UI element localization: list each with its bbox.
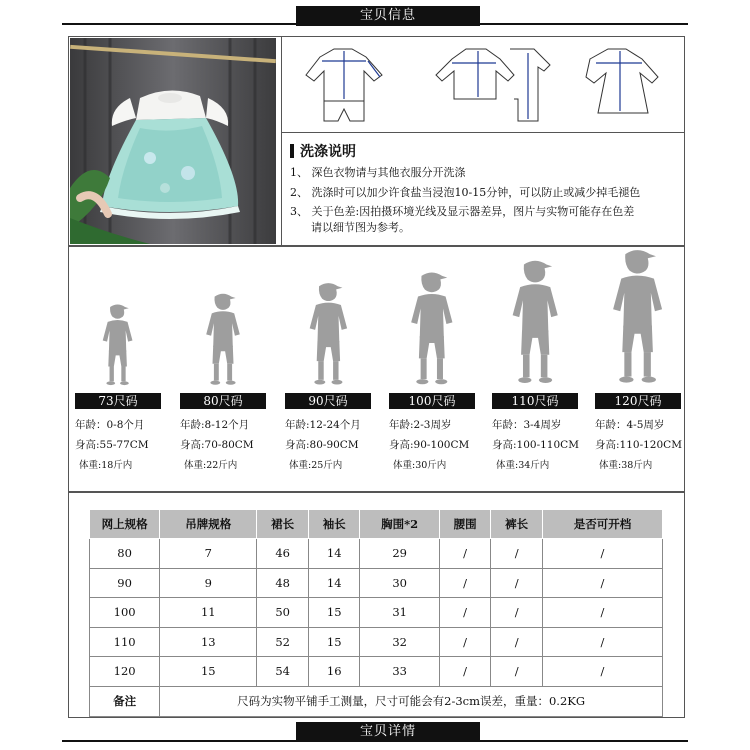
table-cell: 120 [90, 657, 160, 687]
size-label: 110尺码 [492, 393, 578, 409]
header-title: 宝贝信息 [296, 6, 480, 26]
table-cell: 11 [160, 598, 257, 628]
table-row [90, 539, 663, 569]
table-cell: 14 [308, 539, 360, 569]
wash-item: 1、 深色衣物请与其他衣服分开洗涤 [290, 166, 466, 179]
size-height: 身高:70-80CM [180, 439, 254, 451]
spec-table [89, 509, 663, 717]
size-weight: 体重:18斤内 [79, 460, 133, 471]
wash-item: 请以细节图为参考。 [311, 221, 410, 234]
section-header-info [62, 6, 688, 26]
table-cell: / [542, 598, 662, 628]
table-row [90, 627, 663, 657]
table-cell: / [439, 627, 491, 657]
table-header-cell: 是否可开档 [542, 510, 662, 539]
size-height: 身高:80-90CM [285, 439, 359, 451]
note-label: 备注 [90, 686, 160, 716]
table-cell: / [439, 657, 491, 687]
table-cell: / [542, 539, 662, 569]
table-cell: / [439, 539, 491, 569]
table-cell: 90 [90, 568, 160, 598]
table-cell: 15 [160, 657, 257, 687]
size-age: 年龄：0-8个月 [75, 419, 145, 431]
table-cell: 33 [360, 657, 439, 687]
table-cell: 54 [257, 657, 309, 687]
table-cell: 31 [360, 598, 439, 628]
measurement-diagrams [281, 37, 685, 133]
table-cell: / [439, 598, 491, 628]
garment-measure-icon [282, 37, 685, 132]
table-cell: 13 [160, 627, 257, 657]
table-header-cell: 裙长 [257, 510, 309, 539]
table-cell: 50 [257, 598, 309, 628]
table-cell: / [491, 627, 543, 657]
size-label: 90尺码 [285, 393, 371, 409]
spec-table-panel [68, 492, 685, 718]
table-note-row [90, 686, 663, 716]
size-age: 年龄:12-24个月 [285, 419, 361, 431]
size-weight: 体重:22斤内 [184, 460, 238, 471]
table-row [90, 568, 663, 598]
size-label: 80尺码 [180, 393, 266, 409]
table-cell: / [491, 657, 543, 687]
table-cell: 48 [257, 568, 309, 598]
child-silhouette-icon [607, 246, 668, 389]
table-cell: / [542, 627, 662, 657]
size-weight: 体重:25斤内 [289, 460, 343, 471]
size-height: 身高:55-77CM [75, 439, 149, 451]
header-title: 宝贝详情 [296, 722, 480, 742]
size-label: 73尺码 [75, 393, 161, 409]
table-cell: / [439, 568, 491, 598]
table-cell: 46 [257, 539, 309, 569]
table-header-cell: 裤长 [491, 510, 543, 539]
size-weight: 体重:38斤内 [599, 460, 653, 471]
table-cell: / [542, 568, 662, 598]
table-cell: 32 [360, 627, 439, 657]
size-age: 年龄:2-3周岁 [389, 419, 452, 431]
child-silhouette-icon [202, 291, 244, 389]
table-header-cell: 网上规格 [90, 510, 160, 539]
size-age: 年龄:8-12个月 [180, 419, 250, 431]
wash-item: 3、 关于色差:因拍摄环境光线及显示器差异，图片与实物可能存在色差 [290, 205, 635, 218]
table-cell: 9 [160, 568, 257, 598]
product-info-panel [68, 36, 685, 246]
table-cell: 16 [308, 657, 360, 687]
table-header-cell: 胸围*2 [360, 510, 439, 539]
size-label: 100尺码 [389, 393, 475, 409]
table-header-cell: 袖长 [308, 510, 360, 539]
table-cell: 15 [308, 598, 360, 628]
size-weight: 体重:34斤内 [496, 460, 550, 471]
size-age: 年龄：3-4周岁 [492, 419, 562, 431]
child-silhouette-icon [507, 257, 563, 389]
size-height: 身高:110-120CM [595, 439, 682, 451]
product-photo [70, 38, 276, 244]
table-header-cell: 腰围 [439, 510, 491, 539]
table-row [90, 598, 663, 628]
table-row [90, 657, 663, 687]
table-header-row [90, 510, 663, 539]
table-cell: 15 [308, 627, 360, 657]
size-label: 120尺码 [595, 393, 681, 409]
size-weight: 体重:30斤内 [393, 460, 447, 471]
table-cell: / [491, 539, 543, 569]
table-cell: 30 [360, 568, 439, 598]
table-header-cell: 吊牌规格 [160, 510, 257, 539]
table-cell: / [491, 568, 543, 598]
wash-title: 洗涤说明 [290, 141, 356, 161]
child-silhouette-icon [99, 302, 136, 389]
note-text: 尺码为实物平铺手工测量，尺寸可能会有2-3cm误差，重量：0.2KG [160, 686, 663, 716]
table-cell: 100 [90, 598, 160, 628]
wash-item: 2、 洗涤时可以加少许食盐当浸泡10-15分钟，可以防止或减少掉毛褪色 [290, 186, 641, 199]
size-height: 身高:90-100CM [389, 439, 470, 451]
table-cell: 7 [160, 539, 257, 569]
child-silhouette-icon [305, 280, 352, 389]
table-cell: 14 [308, 568, 360, 598]
table-cell: / [542, 657, 662, 687]
size-guide-panel [68, 246, 685, 492]
table-cell: 52 [257, 627, 309, 657]
size-age: 年龄：4-5周岁 [595, 419, 665, 431]
child-silhouette-icon [406, 269, 458, 389]
table-cell: 29 [360, 539, 439, 569]
wash-instructions [281, 133, 685, 245]
size-height: 身高:100-110CM [492, 439, 579, 451]
table-cell: 110 [90, 627, 160, 657]
table-cell: 80 [90, 539, 160, 569]
section-header-details [62, 722, 688, 742]
table-cell: / [491, 598, 543, 628]
